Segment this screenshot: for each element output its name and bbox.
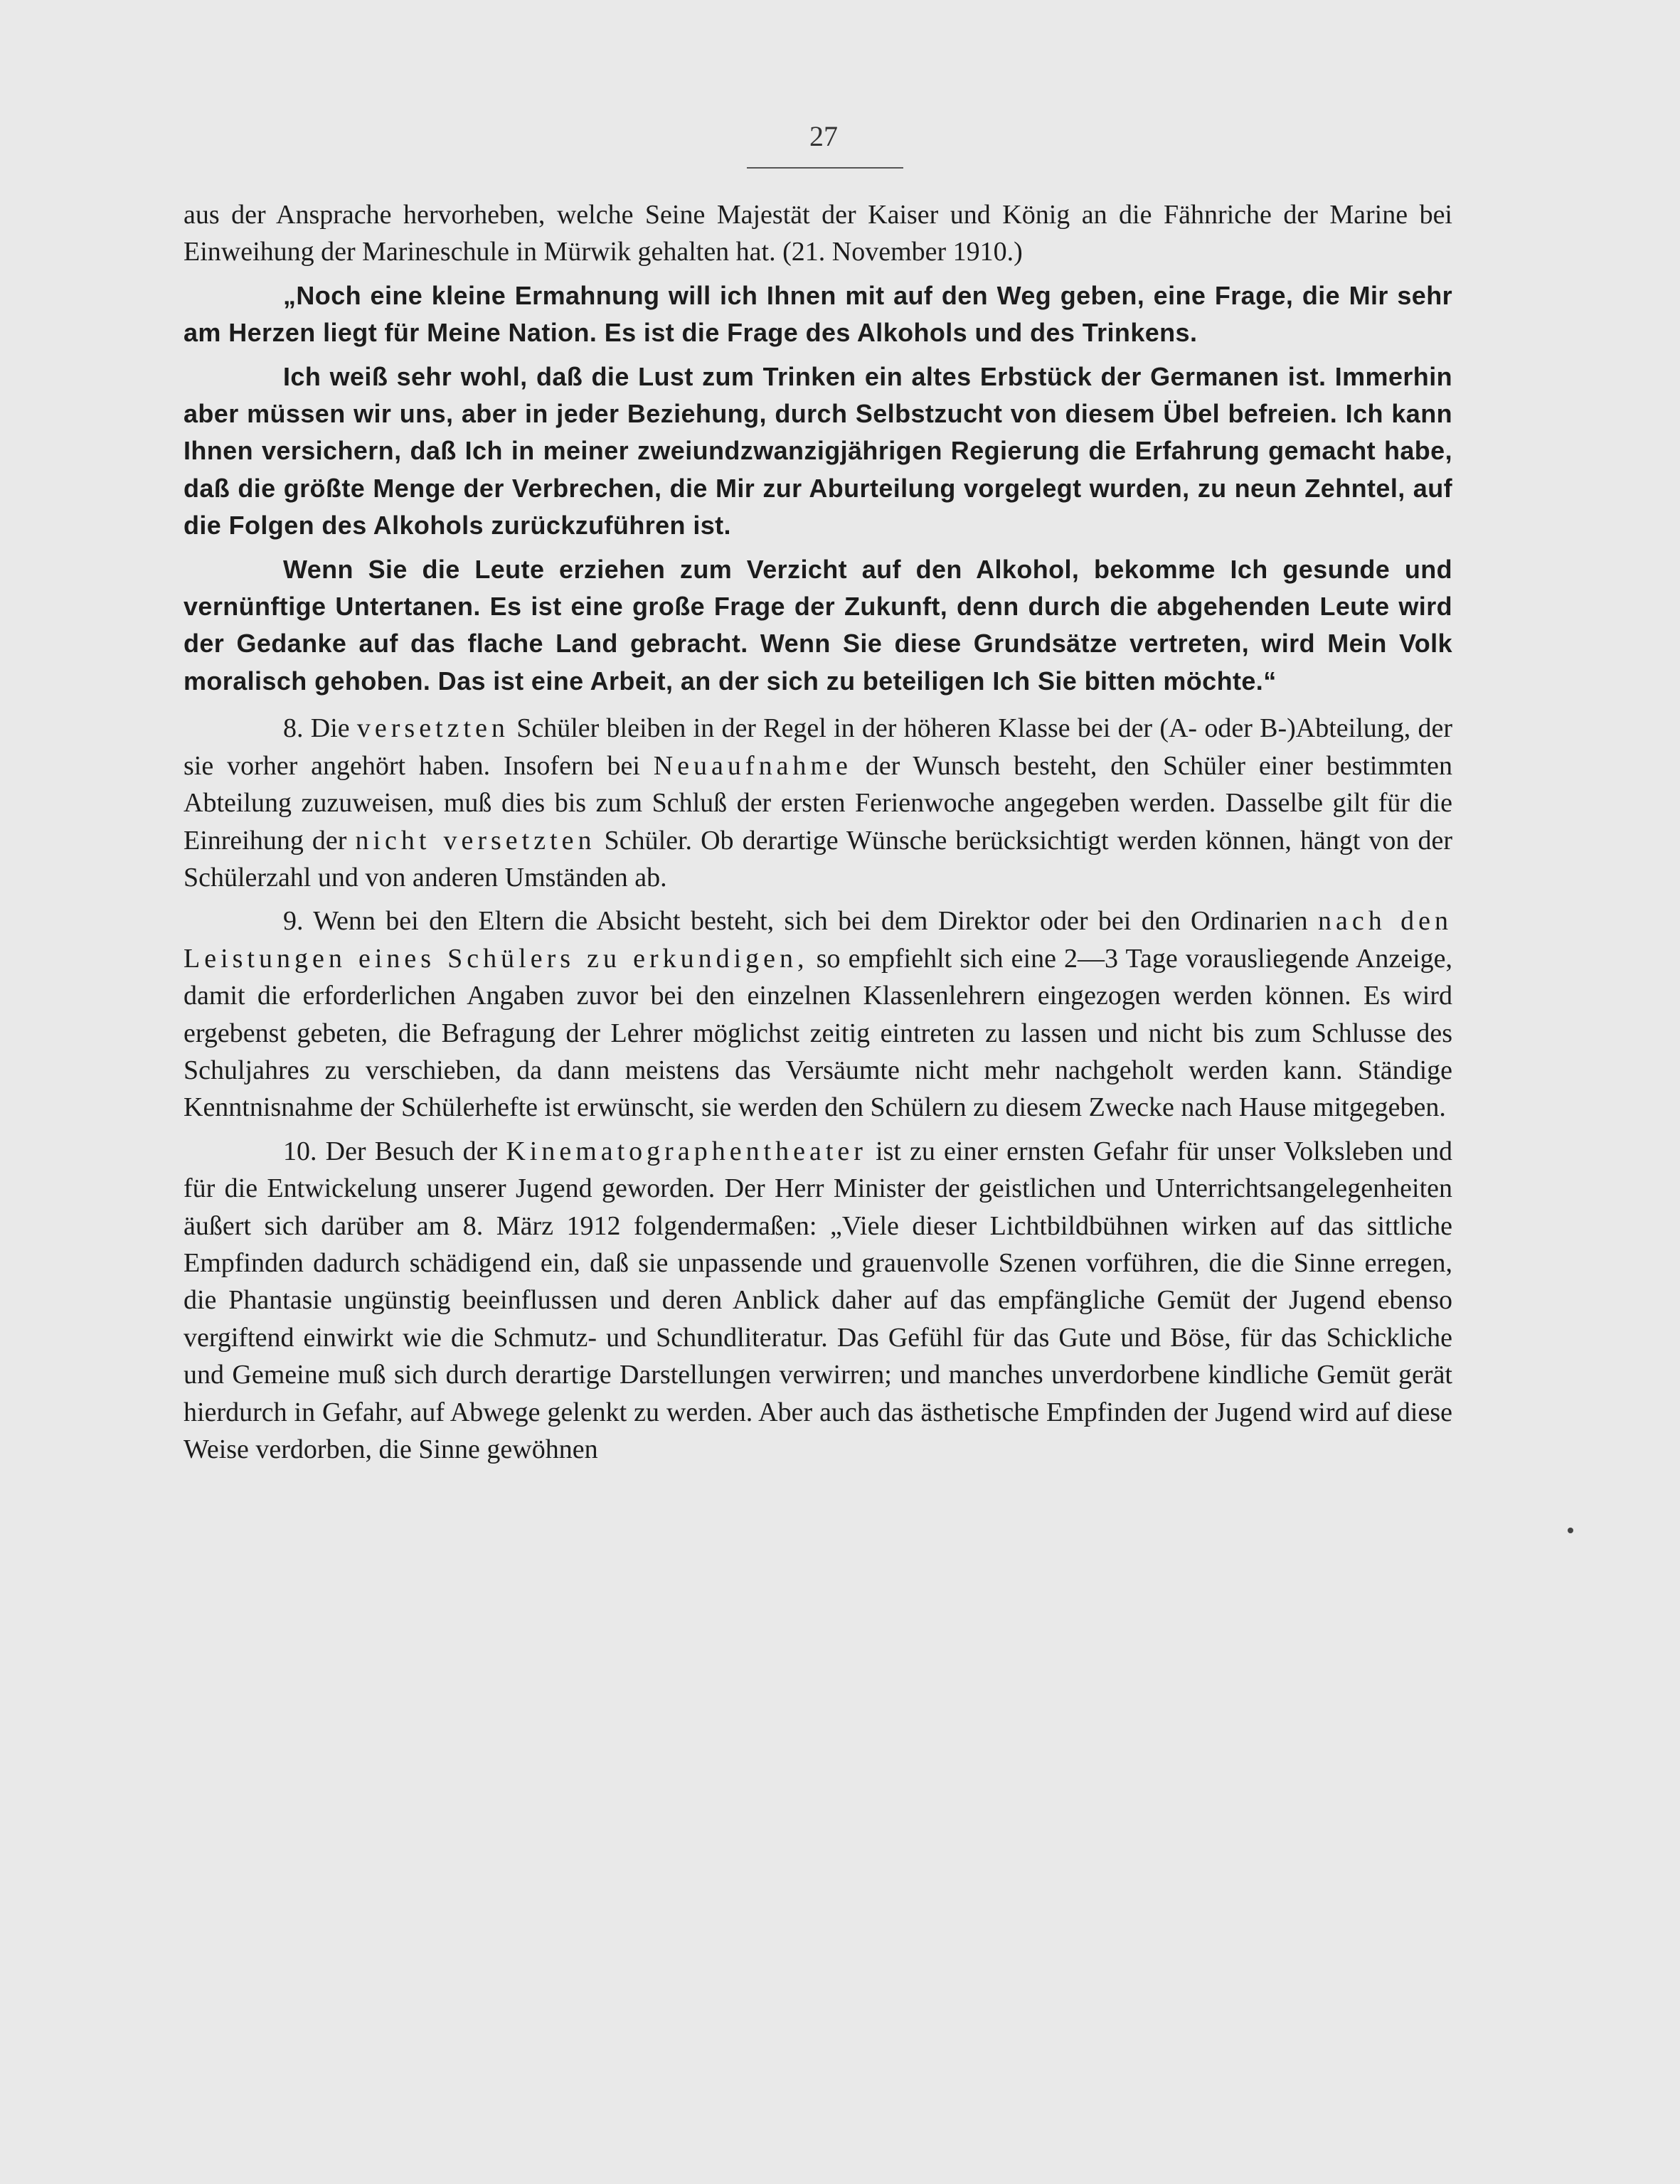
quote-paragraph-3: Wenn Sie die Leute erziehen zum Verzicht auf den Alkohol, bekomme Ich gesunde und vernünftige Untertanen. Es ist eine große Frage der Zukunft, denn durch die abgehenden Leute wird der Gedanke auf das flache Land gebracht. Wenn Sie diese Grundsätze vertreten, wird Mein Volk moralisch gehoben. Das ist eine Arbeit, an der sich zu beteiligen Ich Sie bitten möchte.“	[184, 554, 1452, 696]
section-10-text-2: ist zu einer ernsten Gefahr für unser Volksleben und für die Entwickelung unserer Jugend geworden. Der Herr Minister der geistlichen und Unterrichtsangelegenheiten äußert sich darüber am 8. März 1912 folgendermaßen: „Viele dieser Lichtbildbühnen wirken auf das sittliche Empfinden dadurch schädigend ein, daß sie unpassende und grauenvolle Szenen vorführen, die die Sinne erregen, die Phantasie ungünstig beeinflussen und deren Anblick daher auf das empfängliche Gemüt der Jugend ebenso vergiftend einwirkt wie die Schmutz- und Schundliteratur. Das Gefühl für das Gute und Böse, für das Schickliche und Gemeine muß sich durch derartige Darstellungen verwirren; und manches unverdorbene kindliche Gemüt gerät hierdurch in Gefahr, auf Abwege gelenkt zu werden. Aber auch das ästhetische Empfinden der Jugend wird auf diese Weise verdorben, die Sinne gewöhnen	[184, 1136, 1453, 1464]
page-number-rule	[747, 167, 903, 169]
quote-paragraph-1: „Noch eine kleine Ermahnung will ich Ihnen mit auf den Weg geben, eine Frage, die Mir sehr am Herzen liegt für Meine Nation. Es ist die Frage des Alkohols und des Trinkens.	[184, 280, 1452, 348]
section-8-emphasis-2: Neuaufnahme	[653, 750, 852, 781]
section-10-number: 10.	[283, 1136, 317, 1166]
section-8-emphasis-1: versetzten	[356, 713, 509, 744]
ink-speck	[1568, 1528, 1573, 1533]
section-9-number: 9.	[283, 906, 304, 937]
intro-paragraph: aus der Ansprache hervorheben, welche Seine Majestät der Kaiser und König an die Fähnriche der Marine bei Einweihung der Marineschule in Mürwik gehalten hat. (21. November 1910.)	[184, 200, 1452, 267]
body-text	[184, 196, 1452, 1468]
section-9-emphasis-1: nach den Leistungen eines Schülers zu erkundigen,	[184, 906, 1452, 974]
section-10-text-1: Der Besuch der	[325, 1136, 498, 1166]
section-8-text-1: Die	[310, 713, 350, 744]
section-9-text-1: Wenn bei den Eltern die Absicht besteht, sich bei dem Direktor oder bei den Ordinarien	[313, 906, 1308, 937]
section-8-text-3: der Wunsch besteht, den Schüler einer bestimmten Abteilung zuzuweisen, muß dies bis zum Schluß der ersten Ferienwoche angegeben werden. Dasselbe gilt für die Einreihung der	[184, 750, 1453, 856]
section-8-emphasis-3: nicht versetzten	[355, 825, 596, 856]
section-10-emphasis-1: Kinematographentheater	[506, 1136, 867, 1166]
page-number: 27	[809, 120, 838, 152]
quote-paragraph-2: Ich weiß sehr wohl, daß die Lust zum Trinken ein altes Erbstück der Germanen ist. Immerhin aber müssen wir uns, aber in jeder Beziehung, durch Selbstzucht von diesem Übel befreien. Ich kann Ihnen versichern, daß Ich in meiner zweiundzwanzigjährigen Regierung die Erfahrung gemacht habe, daß die größte Menge der Verbrechen, die Mir zur Aburteilung vorgelegt wurden, zu neun Zehntel, auf die Folgen des Alkohols zurückzuführen ist.	[184, 361, 1452, 540]
section-8-text-4: Schüler. Ob derartige Wünsche berücksichtigt werden können, hängt von der Schülerzahl und von anderen Umständen ab.	[184, 825, 1452, 893]
section-8-text-2: Schüler bleiben in der Regel in der höheren Klasse bei der (A- oder B-)Abteilung, der sie vorher angehört haben. Insofern bei	[184, 713, 1453, 781]
section-10-paragraph	[184, 1133, 1452, 1469]
section-8-paragraph	[184, 710, 1452, 896]
section-8-number: 8.	[283, 713, 304, 744]
section-9-text-2: so empfiehlt sich eine 2—3 Tage vorausliegende Anzeige, damit die erforderlichen Angaben zuvor bei den einzelnen Klassenlehrern eingezogen werden können. Es wird ergebenst gebeten, die Befragung der Lehrer möglichst zeitig eintreten zu lassen und nicht bis zum Schlusse des Schuljahres zu verschieben, da dann meistens das Versäumte nicht mehr nachgeholt werden kann. Ständige Kenntnisnahme der Schülerhefte ist erwünscht, sie werden den Schülern zu diesem Zwecke nach Hause mitgegeben.	[184, 943, 1453, 1123]
section-9-paragraph	[184, 902, 1452, 1126]
